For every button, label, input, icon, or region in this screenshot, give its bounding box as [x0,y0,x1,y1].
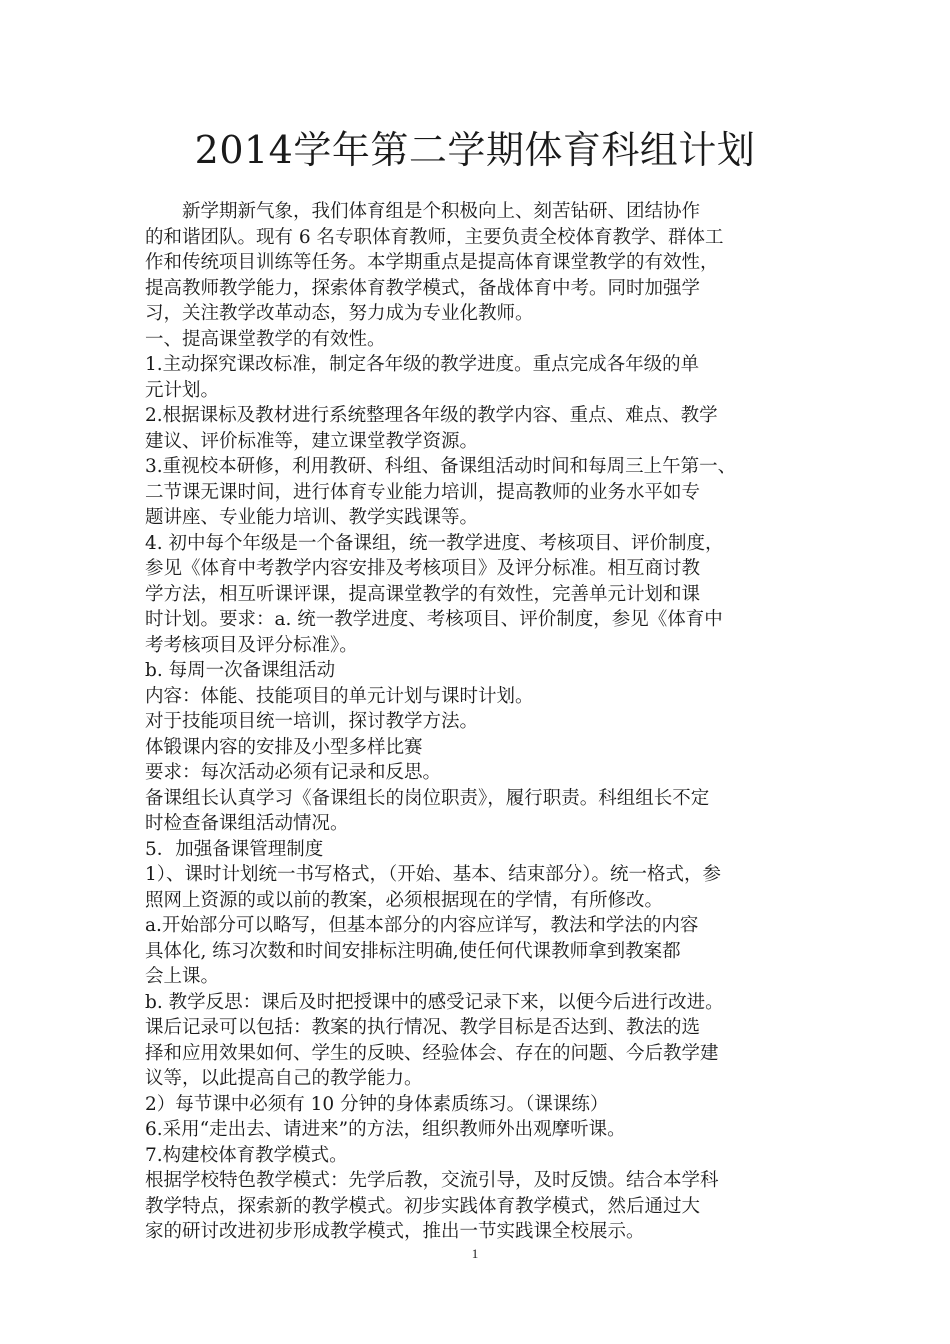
body-line: 课后记录可以包括：教案的执行情况、教学目标是否达到、教法的选 [145,1017,701,1038]
document-title: 2014学年第二学期体育科组计划 [194,128,756,172]
body-line: 2）每节课中必须有 10 分钟的身体素质练习。（课课练） [145,1093,609,1115]
document-body [145,199,815,1245]
body-line: 元计划。 [145,379,220,401]
body-line: 题讲座、专业能力培训、教学实践课等。 [145,507,479,528]
body-line: 要求：每次活动必须有记录和反思。 [145,762,442,783]
body-line: 内容：体能、技能项目的单元计划与课时计划。 [145,685,534,707]
body-line: 时检查备课组活动情况。 [145,813,349,834]
body-line: 2.根据课标及教材进行系统整理各年级的教学内容、重点、难点、教学 [145,405,718,426]
body-line: b. 教学反思：课后及时把授课中的感受记录下来，以便今后进行改进。 [145,991,724,1013]
body-line: 1）、课时计划统一书写格式，（开始、基本、结束部分）。统一格式，参 [145,864,722,885]
body-line: 的和谐团队。现有 6 名专职体育教师，主要负责全校体育教学、群体工 [145,226,724,248]
body-line: 建议、评价标准等，建立课堂教学资源。 [145,430,479,452]
body-line: 学方法，相互听课评课，提高课堂教学的有效性，完善单元计划和课 [145,583,701,605]
body-line: 家的研讨改进初步形成教学模式，推出一节实践课全校展示。 [145,1221,645,1242]
body-line: 作和传统项目训练等任务。本学期重点是提高体育课堂教学的有效性， [145,252,719,273]
body-line: 习，关注教学改革动态，努力成为专业化教师。 [145,303,534,324]
body-line: 时计划。要求：a. 统一教学进度、考核项目、评价制度，参见《体育中 [145,609,723,630]
body-line: 一、提高课堂教学的有效性。 [145,328,386,350]
body-line: 新学期新气象，我们体育组是个积极向上、刻苦钻研、团结协作 [145,201,701,222]
body-line: 3.重视校本研修，利用教研、科组、备课组活动时间和每周三上午第一、 [145,456,737,477]
page-number: 1 [471,1246,479,1261]
body-line: 具体化, 练习次数和时间安排标注明确,使任何代课教师拿到教案都 [145,940,681,962]
body-line: 7.构建校体育教学模式。 [145,1144,348,1166]
body-line: 考考核项目及评分标准》。 [145,634,358,656]
body-line: 照网上资源的或以前的教案，必须根据现在的学情，有所修改。 [145,889,664,911]
body-line: 议等，以此提高自己的教学能力。 [145,1068,423,1089]
body-line: a.开始部分可以略写，但基本部分的内容应详写，教法和学法的内容 [145,915,699,936]
body-line: 会上课。 [145,966,220,987]
body-line: 6.采用“走出去、请进来”的方法，组织教师外出观摩听课。 [145,1119,626,1140]
body-line: b. 每周一次备课组活动 [145,660,336,681]
body-line: 教学特点，探索新的教学模式。初步实践体育教学模式，然后通过大 [145,1195,701,1217]
body-line: 对于技能项目统一培训，探讨教学方法。 [145,711,479,732]
body-line: 体锻课内容的安排及小型多样比赛 [145,736,423,758]
body-line: 备课组长认真学习《备课组长的岗位职责》，履行职责。科组组长不定 [145,787,710,809]
body-line: 1.主动探究课改标准，制定各年级的教学进度。重点完成各年级的单 [145,354,700,375]
body-line: 提高教师教学能力，探索体育教学模式，备战体育中考。同时加强学 [145,277,701,299]
body-line: 参见《体育中考教学内容安排及考核项目》及评分标准。相互商讨教 [145,558,701,579]
body-line: 二节课无课时间，进行体育专业能力培训，提高教师的业务水平如专 [145,481,701,503]
body-line: 择和应用效果如何、学生的反映、经验体会、存在的问题、今后教学建 [145,1042,719,1064]
body-line: 4. 初中每个年级是一个备课组，统一教学进度、考核项目、评价制度， [145,532,724,554]
body-line: 5．加强备课管理制度 [145,838,324,860]
body-line: 根据学校特色教学模式：先学后教，交流引导，及时反馈。结合本学科 [145,1170,719,1191]
